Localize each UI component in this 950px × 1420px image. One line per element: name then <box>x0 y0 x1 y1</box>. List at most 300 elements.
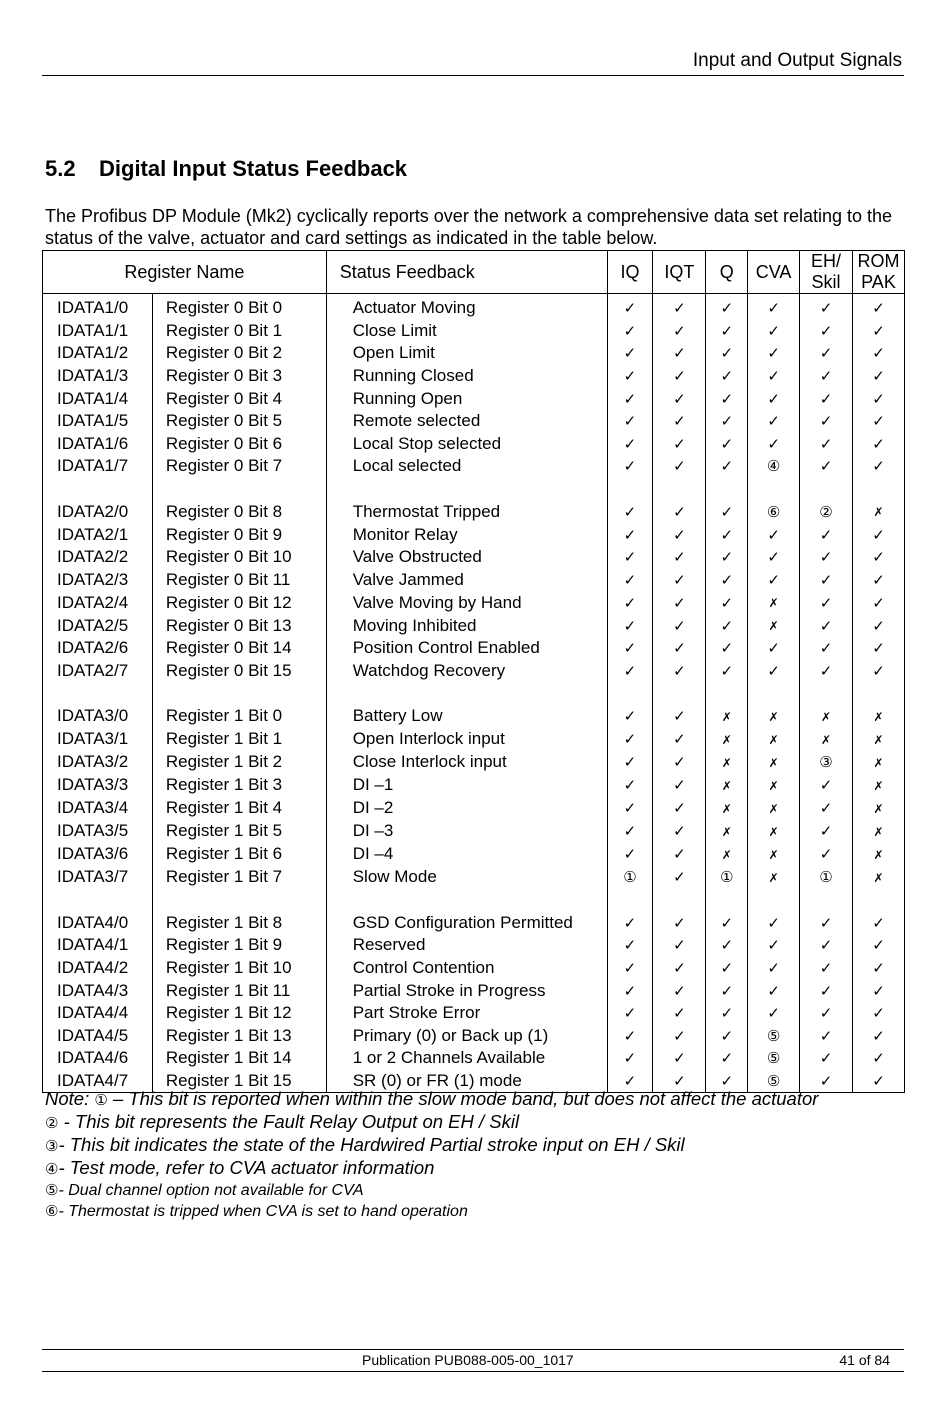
cva-mark: ✓ <box>767 570 780 589</box>
iqt-mark: ✓ <box>673 799 686 818</box>
q-mark: ✓ <box>720 981 734 1000</box>
iqt-mark-cell <box>653 797 706 820</box>
footer-publication: Publication PUB088-005-00_1017 <box>362 1352 574 1368</box>
iqt-mark-cell <box>653 912 706 935</box>
eh-skil-mark-cell <box>800 1002 853 1025</box>
cva-mark: ⑥ <box>766 502 781 521</box>
group-spacer-row <box>43 889 905 912</box>
iq-mark: ✓ <box>623 525 637 544</box>
register-bit: Register 1 Bit 12 <box>165 1003 292 1023</box>
iqt-mark-cell <box>653 1024 706 1047</box>
iq-mark: ✓ <box>623 707 637 726</box>
iqt-mark: ✓ <box>673 1071 686 1090</box>
iq-mark: ✓ <box>623 639 637 658</box>
q-mark-cell <box>706 843 748 866</box>
rom-pak-mark: ✓ <box>872 389 885 408</box>
register-id-cell <box>43 500 153 523</box>
iq-mark-cell <box>607 637 653 660</box>
table-row <box>43 455 905 478</box>
iq-mark: ✓ <box>623 299 637 318</box>
q-mark-cell <box>706 774 748 797</box>
cva-mark-cell <box>748 660 800 683</box>
q-mark: ✓ <box>720 389 734 408</box>
cva-mark-cell <box>748 365 800 388</box>
note-symbol: ⑤ <box>45 1181 59 1199</box>
spacer-cell <box>152 478 326 501</box>
register-id: IDATA4/5 <box>57 1025 129 1045</box>
status-feedback: Running Closed <box>352 366 474 386</box>
table-row <box>43 843 905 866</box>
status-feedback-cell <box>326 342 607 365</box>
status-feedback-cell <box>326 591 607 614</box>
status-feedback-cell <box>326 1024 607 1047</box>
register-id: IDATA4/6 <box>57 1048 129 1068</box>
rom-pak-mark-cell <box>852 387 904 410</box>
register-bit-cell <box>152 433 326 456</box>
col-rom-pak-line1: ROM <box>857 251 900 271</box>
iqt-mark: ✓ <box>673 753 686 772</box>
register-bit: Register 0 Bit 1 <box>165 320 283 340</box>
status-feedback: SR (0) or FR (1) mode <box>352 1070 522 1090</box>
register-id-cell <box>43 546 153 569</box>
spacer-cell <box>748 889 800 912</box>
iqt-mark: ✓ <box>673 367 686 386</box>
rom-pak-mark-cell <box>852 979 904 1002</box>
cva-mark-cell <box>748 751 800 774</box>
rom-pak-mark-cell <box>852 843 904 866</box>
register-bit: Register 1 Bit 0 <box>165 706 283 726</box>
q-mark-cell <box>706 387 748 410</box>
q-mark: ✓ <box>720 367 734 386</box>
iqt-mark-cell <box>653 1047 706 1070</box>
rom-pak-mark-cell <box>852 455 904 478</box>
status-feedback: DI –3 <box>352 821 394 841</box>
cva-mark: ✓ <box>767 662 780 681</box>
register-id: IDATA3/6 <box>57 844 129 864</box>
rom-pak-mark-cell <box>852 320 904 343</box>
register-id: IDATA4/0 <box>57 912 129 932</box>
status-feedback: Primary (0) or Back up (1) <box>352 1025 549 1045</box>
footer-rule-top <box>42 1349 904 1350</box>
cva-mark-cell <box>748 591 800 614</box>
rom-pak-mark-cell <box>852 569 904 592</box>
iqt-mark: ✓ <box>673 639 686 658</box>
cva-mark: ✓ <box>767 958 780 977</box>
table-row <box>43 728 905 751</box>
register-id: IDATA4/2 <box>57 957 129 977</box>
eh-skil-mark: ✓ <box>819 457 833 476</box>
register-bit: Register 1 Bit 9 <box>165 935 283 955</box>
rom-pak-mark: ✗ <box>873 824 884 839</box>
rom-pak-mark: ✓ <box>872 525 885 544</box>
rom-pak-mark-cell <box>852 546 904 569</box>
table-body <box>43 294 905 1093</box>
q-mark: ✗ <box>721 778 732 793</box>
q-mark: ✓ <box>720 593 734 612</box>
cva-mark-cell <box>748 820 800 843</box>
iq-mark-cell <box>607 1047 653 1070</box>
register-bit: Register 0 Bit 7 <box>165 456 283 476</box>
eh-skil-mark: ✓ <box>819 913 833 932</box>
register-id-cell <box>43 320 153 343</box>
group-spacer-row <box>43 478 905 501</box>
q-mark-cell <box>706 1024 748 1047</box>
note-prefix: Note: <box>45 1088 95 1109</box>
iq-mark-cell <box>607 433 653 456</box>
rom-pak-mark-cell <box>852 1047 904 1070</box>
iqt-mark-cell <box>653 365 706 388</box>
cva-mark: ✗ <box>768 778 779 793</box>
register-bit: Register 1 Bit 6 <box>165 844 283 864</box>
notes-block <box>45 1088 818 1222</box>
status-feedback: DI –4 <box>352 844 394 864</box>
iq-mark-cell <box>607 843 653 866</box>
register-id: IDATA3/1 <box>57 729 129 749</box>
iqt-mark: ✓ <box>673 570 686 589</box>
cva-mark-cell <box>748 523 800 546</box>
status-feedback-cell <box>326 797 607 820</box>
eh-skil-mark: ① <box>819 868 833 887</box>
eh-skil-mark: ③ <box>819 753 833 772</box>
cva-mark: ⑤ <box>766 1071 781 1090</box>
iq-mark: ✓ <box>623 753 637 772</box>
q-mark: ✗ <box>721 755 732 770</box>
spacer-cell <box>607 682 653 705</box>
iqt-mark-cell <box>653 979 706 1002</box>
register-bit: Register 0 Bit 10 <box>165 547 292 567</box>
eh-skil-mark: ✓ <box>819 525 833 544</box>
cva-mark: ✓ <box>767 548 780 567</box>
rom-pak-mark: ✓ <box>872 593 885 612</box>
note-line <box>45 1134 818 1157</box>
eh-skil-mark-cell <box>800 637 853 660</box>
register-bit-cell <box>152 342 326 365</box>
eh-skil-mark: ✓ <box>819 662 833 681</box>
rom-pak-mark: ✓ <box>872 936 885 955</box>
iqt-mark: ✓ <box>673 321 686 340</box>
q-mark: ✗ <box>721 732 732 747</box>
status-feedback: Valve Obstructed <box>352 547 482 567</box>
col-eh-skil-line2: Skil <box>811 272 841 292</box>
eh-skil-mark-cell <box>800 365 853 388</box>
q-mark: ✓ <box>720 299 734 318</box>
rom-pak-mark: ✓ <box>872 299 885 318</box>
eh-skil-mark: ✓ <box>819 1026 833 1045</box>
cva-mark: ✓ <box>767 1004 780 1023</box>
iqt-mark: ✓ <box>673 1004 686 1023</box>
table-header-row <box>43 251 905 294</box>
note-text: - This bit indicates the state of the Hardwired Partial stroke input on EH / Skil <box>58 1134 685 1155</box>
iqt-mark-cell <box>653 820 706 843</box>
rom-pak-mark-cell <box>852 728 904 751</box>
eh-skil-mark-cell <box>800 614 853 637</box>
iqt-mark-cell <box>653 866 706 889</box>
q-mark: ✓ <box>720 913 734 932</box>
table-row <box>43 294 905 320</box>
cva-mark-cell <box>748 797 800 820</box>
register-id: IDATA4/3 <box>57 980 129 1000</box>
eh-skil-mark: ✓ <box>819 321 833 340</box>
eh-skil-mark: ✓ <box>819 799 833 818</box>
register-bit-cell <box>152 1002 326 1025</box>
cva-mark: ⑤ <box>766 1026 781 1045</box>
register-id: IDATA3/7 <box>57 867 129 887</box>
iq-mark-cell <box>607 294 653 320</box>
register-id-cell <box>43 365 153 388</box>
status-feedback-cell <box>326 523 607 546</box>
eh-skil-mark: ✓ <box>819 822 833 841</box>
q-mark: ✓ <box>720 344 734 363</box>
status-feedback-cell <box>326 637 607 660</box>
eh-skil-mark-cell <box>800 751 853 774</box>
table-row <box>43 591 905 614</box>
iq-mark: ✓ <box>623 1049 637 1068</box>
note-symbol: ④ <box>45 1160 59 1178</box>
section-number: 5.2 <box>45 156 76 181</box>
register-bit: Register 1 Bit 3 <box>165 775 283 795</box>
cva-mark: ✗ <box>768 801 779 816</box>
rom-pak-mark: ✓ <box>872 1071 885 1090</box>
status-feedback: Part Stroke Error <box>352 1003 481 1023</box>
status-feedback-cell <box>326 500 607 523</box>
q-mark-cell <box>706 320 748 343</box>
eh-skil-mark-cell <box>800 957 853 980</box>
cva-mark-cell <box>748 705 800 728</box>
rom-pak-mark-cell <box>852 523 904 546</box>
q-mark-cell <box>706 455 748 478</box>
q-mark: ✓ <box>720 457 734 476</box>
status-feedback: Moving Inhibited <box>352 615 477 635</box>
q-mark-cell <box>706 500 748 523</box>
q-mark: ✓ <box>720 502 734 521</box>
iq-mark-cell <box>607 523 653 546</box>
register-bit: Register 0 Bit 4 <box>165 388 283 408</box>
status-feedback: Open Limit <box>352 343 435 363</box>
register-bit: Register 0 Bit 9 <box>165 524 283 544</box>
register-id-cell <box>43 1047 153 1070</box>
eh-skil-mark-cell <box>800 705 853 728</box>
iq-mark-cell <box>607 728 653 751</box>
rom-pak-mark-cell <box>852 866 904 889</box>
note-symbol: ③ <box>45 1137 59 1155</box>
q-mark-cell <box>706 979 748 1002</box>
iqt-mark: ✓ <box>673 776 686 795</box>
status-feedback: GSD Configuration Permitted <box>352 912 573 932</box>
iqt-mark-cell <box>653 934 706 957</box>
register-id: IDATA3/2 <box>57 752 129 772</box>
rom-pak-mark: ✓ <box>872 639 885 658</box>
q-mark-cell <box>706 410 748 433</box>
q-mark-cell <box>706 934 748 957</box>
iqt-mark: ✓ <box>673 730 686 749</box>
rom-pak-mark: ✓ <box>872 1049 885 1068</box>
register-bit-cell <box>152 591 326 614</box>
q-mark: ✗ <box>721 801 732 816</box>
register-id-cell <box>43 569 153 592</box>
status-feedback-cell <box>326 728 607 751</box>
eh-skil-mark-cell <box>800 728 853 751</box>
status-feedback-cell <box>326 433 607 456</box>
eh-skil-mark: ② <box>819 502 833 521</box>
rom-pak-mark: ✗ <box>873 505 884 520</box>
eh-skil-mark-cell <box>800 455 853 478</box>
iqt-mark-cell <box>653 387 706 410</box>
spacer-cell <box>706 682 748 705</box>
status-feedback: Reserved <box>352 935 426 955</box>
cva-mark-cell <box>748 500 800 523</box>
eh-skil-mark-cell <box>800 320 853 343</box>
iq-mark: ✓ <box>623 548 637 567</box>
q-mark: ✗ <box>721 709 732 724</box>
note-text: - Thermostat is tripped when CVA is set to hand operation <box>58 1203 468 1220</box>
status-feedback-cell <box>326 705 607 728</box>
eh-skil-mark: ✓ <box>819 593 833 612</box>
iqt-mark: ✓ <box>673 344 686 363</box>
q-mark-cell <box>706 705 748 728</box>
status-feedback-cell <box>326 979 607 1002</box>
rom-pak-mark-cell <box>852 934 904 957</box>
table-row <box>43 320 905 343</box>
iq-mark: ✓ <box>623 367 637 386</box>
iq-mark: ✓ <box>623 412 637 431</box>
status-feedback: Running Open <box>352 388 463 408</box>
spacer-cell <box>748 478 800 501</box>
cva-mark: ✓ <box>767 639 780 658</box>
note-line <box>45 1111 818 1134</box>
cva-mark: ✓ <box>767 434 780 453</box>
note-text: - Dual channel option not available for CVA <box>58 1182 364 1199</box>
register-id-cell <box>43 455 153 478</box>
status-feedback-cell <box>326 866 607 889</box>
register-bit: Register 1 Bit 11 <box>165 980 291 1000</box>
cva-mark: ✗ <box>768 619 779 634</box>
q-mark: ✓ <box>720 1071 734 1090</box>
status-feedback: 1 or 2 Channels Available <box>352 1048 546 1068</box>
register-id-cell <box>43 820 153 843</box>
register-bit: Register 1 Bit 14 <box>165 1048 292 1068</box>
register-bit-cell <box>152 660 326 683</box>
cva-mark: ⑤ <box>766 1049 781 1068</box>
register-id-cell <box>43 387 153 410</box>
cva-mark-cell <box>748 1024 800 1047</box>
register-id-cell <box>43 410 153 433</box>
iq-mark: ✓ <box>623 593 637 612</box>
register-bit: Register 1 Bit 7 <box>165 867 283 887</box>
register-id: IDATA1/5 <box>57 411 129 431</box>
iq-mark-cell <box>607 751 653 774</box>
spacer-cell <box>152 682 326 705</box>
rom-pak-mark: ✓ <box>872 457 885 476</box>
rom-pak-mark-cell <box>852 705 904 728</box>
register-id: IDATA3/5 <box>57 821 129 841</box>
table-row <box>43 797 905 820</box>
register-id: IDATA4/7 <box>57 1070 129 1090</box>
group-spacer-row <box>43 682 905 705</box>
table-row <box>43 342 905 365</box>
iqt-mark: ✓ <box>673 434 686 453</box>
q-mark: ✓ <box>720 1004 734 1023</box>
rom-pak-mark: ✓ <box>872 321 885 340</box>
register-bit: Register 0 Bit 2 <box>165 343 283 363</box>
register-bit-cell <box>152 728 326 751</box>
register-id: IDATA2/1 <box>57 524 129 544</box>
register-bit: Register 0 Bit 0 <box>165 298 283 318</box>
rom-pak-mark: ✓ <box>872 570 885 589</box>
rom-pak-mark-cell <box>852 294 904 320</box>
iq-mark: ✓ <box>623 730 637 749</box>
cva-mark-cell <box>748 546 800 569</box>
eh-skil-mark-cell <box>800 387 853 410</box>
table-row <box>43 957 905 980</box>
iq-mark-cell <box>607 774 653 797</box>
table-row <box>43 660 905 683</box>
eh-skil-mark-cell <box>800 934 853 957</box>
iqt-mark: ✓ <box>673 958 686 977</box>
iqt-mark: ✓ <box>673 299 686 318</box>
rom-pak-mark: ✓ <box>872 1026 885 1045</box>
header-rule <box>42 75 904 76</box>
register-id-cell <box>43 705 153 728</box>
q-mark-cell <box>706 660 748 683</box>
rom-pak-mark-cell <box>852 500 904 523</box>
register-bit-cell <box>152 569 326 592</box>
iq-mark-cell <box>607 591 653 614</box>
cva-mark: ✓ <box>767 913 780 932</box>
status-feedback-cell <box>326 660 607 683</box>
register-id-cell <box>43 433 153 456</box>
iq-mark: ✓ <box>623 321 637 340</box>
status-feedback-cell <box>326 820 607 843</box>
q-mark: ✓ <box>720 639 734 658</box>
spacer-cell <box>326 889 607 912</box>
eh-skil-mark-cell <box>800 546 853 569</box>
q-mark: ✓ <box>720 958 734 977</box>
rom-pak-mark-cell <box>852 660 904 683</box>
register-bit-cell <box>152 979 326 1002</box>
register-bit: Register 1 Bit 13 <box>165 1025 292 1045</box>
iq-mark: ✓ <box>623 799 637 818</box>
note-text: - Test mode, refer to CVA actuator information <box>58 1157 435 1178</box>
rom-pak-mark: ✗ <box>873 778 884 793</box>
status-feedback-cell <box>326 957 607 980</box>
iqt-mark: ✓ <box>673 822 686 841</box>
status-feedback: Close Interlock input <box>352 752 507 772</box>
spacer-cell <box>43 682 153 705</box>
register-id: IDATA1/6 <box>57 433 129 453</box>
rom-pak-mark-cell <box>852 1070 904 1093</box>
register-id-cell <box>43 912 153 935</box>
status-feedback-cell <box>326 614 607 637</box>
register-bit: Register 0 Bit 11 <box>165 569 291 589</box>
spacer-cell <box>43 478 153 501</box>
q-mark: ✓ <box>720 936 734 955</box>
q-mark: ✓ <box>720 662 734 681</box>
eh-skil-mark: ✗ <box>820 732 832 747</box>
iq-mark-cell <box>607 912 653 935</box>
cva-mark: ④ <box>766 457 781 476</box>
register-id-cell <box>43 843 153 866</box>
register-bit: Register 0 Bit 13 <box>165 615 292 635</box>
cva-mark: ✗ <box>768 847 779 862</box>
eh-skil-mark: ✓ <box>819 389 833 408</box>
note-line <box>45 1201 818 1222</box>
iq-mark: ✓ <box>623 457 637 476</box>
note-text: – This bit is reported when within the slow mode band, but does not affect the actuator <box>107 1088 819 1109</box>
register-id-cell <box>43 979 153 1002</box>
register-id: IDATA2/6 <box>57 638 129 658</box>
q-mark-cell <box>706 365 748 388</box>
iqt-mark-cell <box>653 455 706 478</box>
